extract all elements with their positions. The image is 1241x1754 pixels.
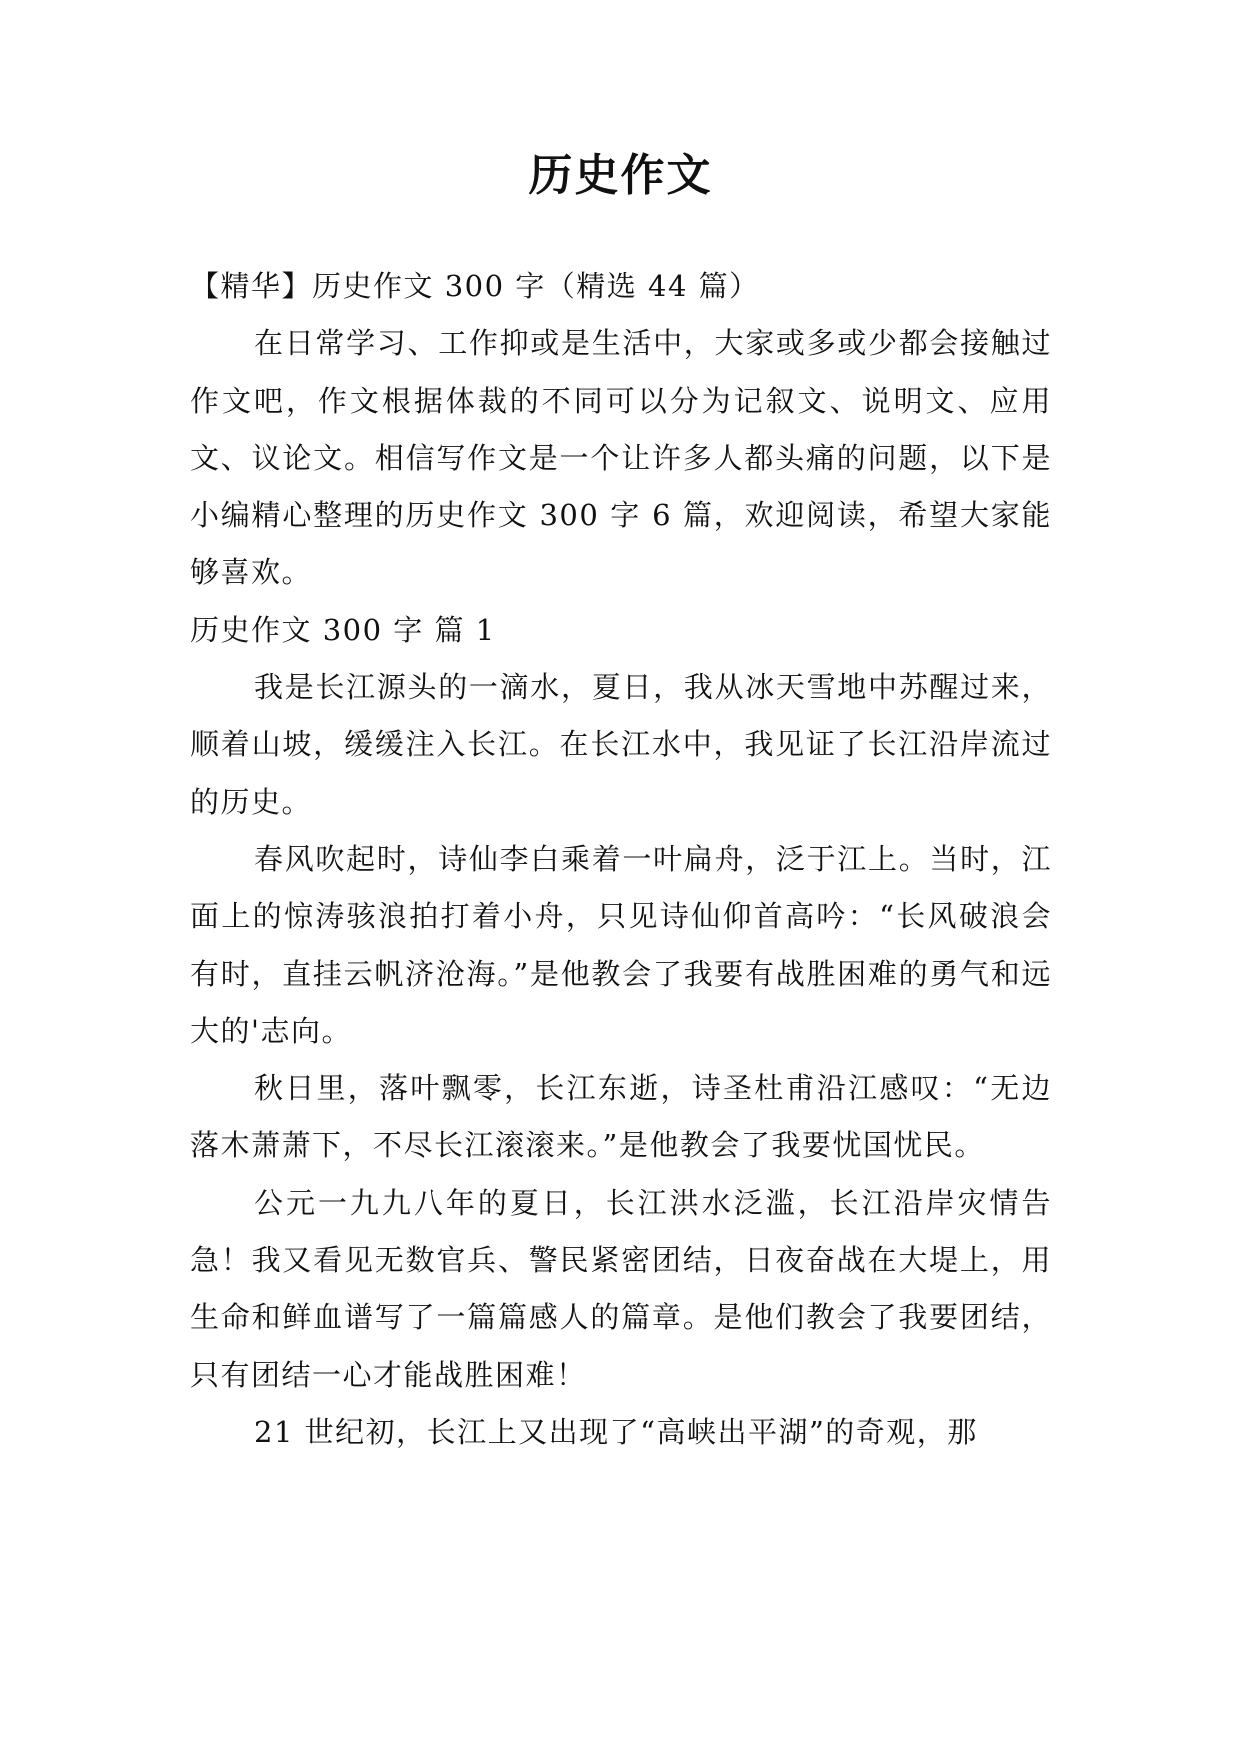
body-paragraph: 21 世纪初，长江上又出现了“高峡出平湖”的奇观，那	[254, 1414, 978, 1449]
intro-paragraph: 在日常学习、工作抑或是生活中，大家或多或少都会接触过作文吧，作文根据体裁的不同可以分为记叙文、说明文、应用文、议论文。相信写作文是一个让许多人都头痛的问题，以下是小编精心整理的历史作文 300 字 6 篇，欢迎阅读，希望大家能够喜欢。	[190, 326, 1052, 590]
body-paragraph: 秋日里，落叶飘零，长江东逝，诗圣杜甫沿江感叹：“无边落木萧萧下，不尽长江滚滚来。”是他教会了我要忧国忧民。	[190, 1071, 1052, 1163]
body-paragraph: 春风吹起时，诗仙李白乘着一叶扁舟，泛于江上。当时，江面上的惊涛骇浪拍打着小舟，只见诗仙仰首高吟：“长风破浪会有时，直挂云帆济沧海。”是他教会了我要有战胜困难的勇气和远大的'志向。	[190, 841, 1052, 1048]
document-body	[190, 258, 1052, 1461]
body-paragraph: 公元一九九八年的夏日，长江洪水泛滥，长江沿岸灾情告急！我又看见无数官兵、警民紧密团结，日夜奋战在大堤上，用生命和鲜血谱写了一篇篇感人的篇章。是他们教会了我要团结，只有团结一心才能战胜困难！	[190, 1185, 1052, 1392]
body-paragraph: 我是长江源头的一滴水，夏日，我从冰天雪地中苏醒过来，顺着山坡，缓缓注入长江。在长江水中，我见证了长江沿岸流过的历史。	[190, 670, 1052, 819]
document-title: 历史作文	[528, 150, 713, 201]
section-heading: 历史作文 300 字 篇 1	[190, 612, 496, 647]
document-subtitle: 【精华】历史作文 300 字（精选 44 篇）	[190, 269, 760, 303]
